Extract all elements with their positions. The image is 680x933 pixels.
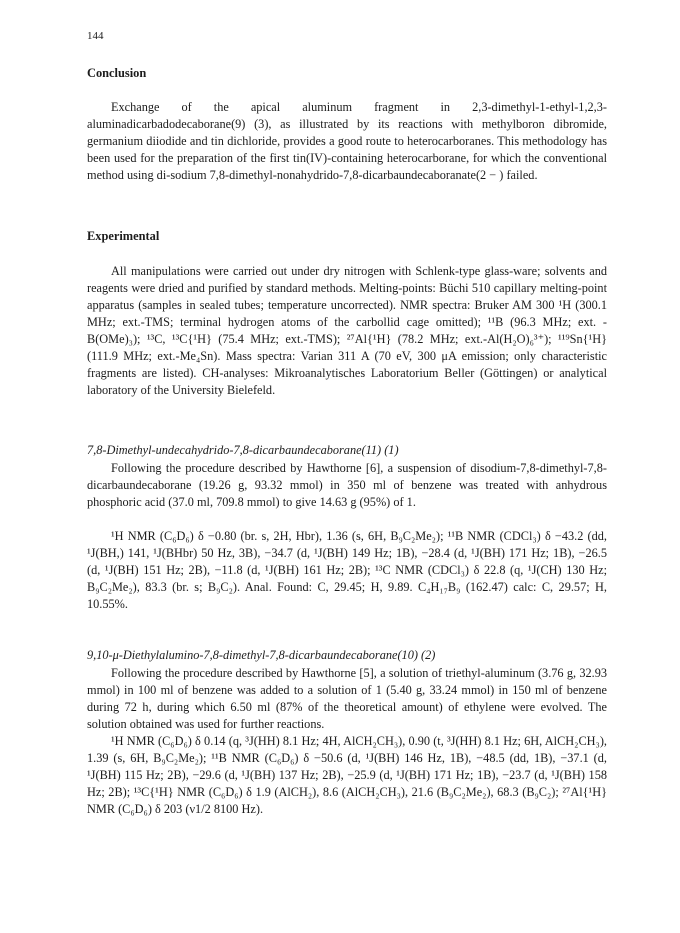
compound-1-nmr: ¹H NMR (C₆D₆) δ −0.80 (br. s, 2H, Hbr), 1.36 (s, 6H, B₉C₂Me₂); ¹¹B NMR (CDCl₃) δ −43.2 (dd, ¹J(BH,) 141, ¹J(BHbr) 50 Hz, 3B), −34.7 (d, ¹J(BH) 149 Hz; 1B), −28.4 (d, ¹J(BH) 171 Hz; 1B), −26.5 (d, ¹J(BH) 151 Hz; 2B), −11.8 (d, ¹J(BH) 161 Hz; 2B); ¹³C NMR (CDCl₃) δ 22.8 (q, ¹J(CH) 130 Hz; B₉C₂Me₂), 83.3 (br. s; B₉C₂). Anal. Found: C, 29.45; H, 9.89. C₄H₁₇B₉ (162.47) calc: C, 29.57; H, 10.55%. [87,529,607,611]
page-number: 144 [87,30,104,42]
compound-2-title: 9,10-μ-Diethylalumino-7,8-dimethyl-7,8-dicarbaundecaborane(10) (2) [87,648,436,662]
compound-2-nmr: ¹H NMR (C₆D₆) δ 0.14 (q, ³J(HH) 8.1 Hz; 4H, AlCH₂CH₃), 0.90 (t, ³J(HH) 8.1 Hz; 6H, AlCH₂CH₃), 1.39 (s, 6H, B₉C₂Me₂); ¹¹B NMR (C₆D₆) δ −50.6 (d, ¹J(BH) 146 Hz, 1B), −48.5 (dd, 1B), −37.1 (d, ¹J(BH) 115 Hz; 2B), −29.6 (d, ¹J(BH) 137 Hz; 2B), −25.9 (d, ¹J(BH) 171 Hz; 1B), −23.7 (d, ¹J(BH) 158 Hz; 2B); ¹³C{¹H} NMR (C₆D₆) δ 1.9 (AlCH₂), 8.6 (AlCH₂CH₃), 21.6 (B₉C₂Me₂), 68.3 (B₉C₂); ²⁷Al{¹H} NMR (C₆D₆) δ 203 (ν1/2 8100 Hz). [87,734,607,816]
conclusion-paragraph: Exchange of the apical aluminum fragment in 2,3-dimethyl-1-ethyl-1,2,3-aluminadicarbadodecaborane(9) (3), as illustrated by its reactions with methylboron dibromide, germanium diiodide and tin dichloride, provides a good route to heterocarboranes. This methodology has been used for the preparation of the first tin(IV)-containing heterocarborane, for which the conventional method using di-sodium 7,8-dimethyl-nonahydrido-7,8-dicarbaundecaboranate(2 − ) failed. [87,100,607,182]
compound-1-procedure: Following the procedure described by Hawthorne [6], a suspension of disodium-7,8-dimethyl-7,8-dicarbaundecaborane (19.26 g, 93.32 mmol) in 350 ml of benzene was treated with anhydrous phosphoric acid (37.0 ml, 709.8 mmol) to give 14.63 g (95%) of 1. [87,461,607,509]
compound-1-title: 7,8-Dimethyl-undecahydrido-7,8-dicarbaundecaborane(11) (1) [87,443,399,457]
compound-2-procedure: Following the procedure described by Hawthorne [5], a solution of triethyl-aluminum (3.76 g, 32.93 mmol) in 100 ml of benzene was added to a solution of 1 (5.40 g, 33.24 mmol) in 150 ml of benzene during 72 h, during which 6.50 ml (87% of the theoretical amount) of ethylene were evolved. The solution obtained was used for further reactions. [87,666,607,731]
experimental-heading: Experimental [87,229,160,243]
experimental-paragraph: All manipulations were carried out under dry nitrogen with Schlenk-type glass-ware; solvents and reagents were dried and purified by standard methods. Melting-points: Büchi 510 capillary melting-point apparatus (samples in sealed tubes; temperature uncorrected). NMR spectra: Bruker AM 300 ¹H (300.1 MHz; ext.-TMS; terminal hydrogen atoms of the carbollid cage omitted); ¹¹B (96.3 MHz; ext. -B(OMe)₃); ¹³C, ¹³C{¹H} (75.4 MHz; ext.-TMS); ²⁷Al{¹H} (78.2 MHz; ext.-Al(H₂O)₆³⁺); ¹¹⁹Sn{¹H} (111.9 MHz; ext.-Me₄Sn). Mass spectra: Varian 311 A (70 eV, 300 μA emission; only characteristic fragments are listed). CH-analyses: Mikroanalytisches Laboratorium Beller (Göttingen) or analytical laboratory of the University Bielefeld. [87,264,607,397]
conclusion-heading: Conclusion [87,66,147,80]
